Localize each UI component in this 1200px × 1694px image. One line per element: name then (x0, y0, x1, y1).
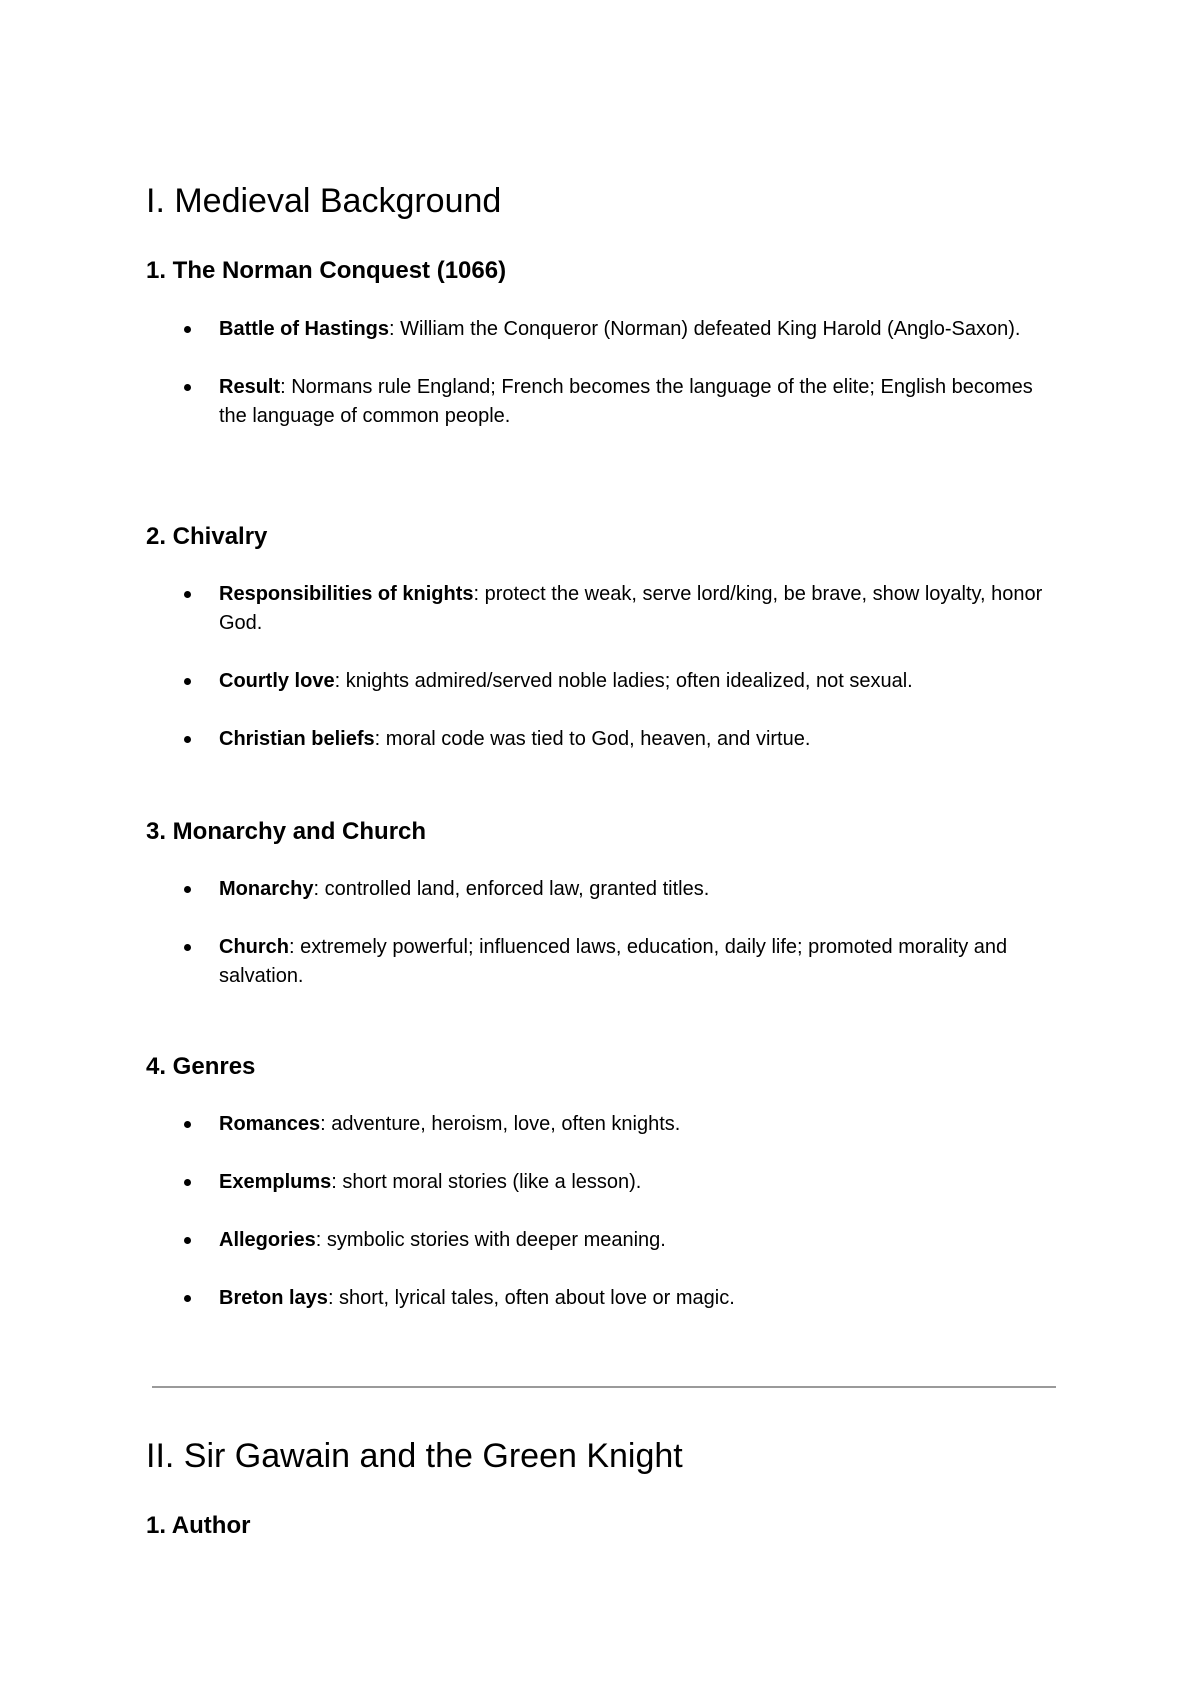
item-text: : moral code was tied to God, heaven, and virtue. (374, 728, 811, 750)
list-item (146, 580, 1056, 638)
item-text: : adventure, heroism, love, often knights. (320, 1113, 681, 1135)
bullet-icon (184, 1237, 191, 1244)
heading-chivalry: 2. Chivalry (146, 523, 268, 550)
list-item (146, 1110, 1056, 1139)
list-monarchy-church (146, 875, 1056, 991)
bullet-icon (184, 591, 191, 598)
list-item (146, 667, 1056, 696)
list-genres (146, 1110, 1056, 1313)
item-text: : extremely powerful; influenced laws, education, daily life; promoted morality and salvation. (219, 936, 1008, 987)
bullet-icon (184, 736, 191, 743)
item-term: Result (219, 376, 281, 398)
heading-norman-conquest: 1. The Norman Conquest (1066) (146, 257, 507, 284)
list-item (146, 725, 1056, 754)
bullet-icon (184, 1179, 191, 1186)
bullet-icon (184, 1295, 191, 1302)
item-text: : controlled land, enforced law, granted titles. (313, 878, 710, 900)
list-item (146, 933, 1056, 991)
item-text: : William the Conqueror (Norman) defeated King Harold (Anglo-Saxon). (389, 318, 1021, 340)
item-term: Battle of Hastings (219, 318, 390, 340)
item-term: Responsibilities of knights (219, 583, 474, 605)
bullet-icon (184, 384, 191, 391)
list-norman-conquest (146, 315, 1056, 431)
heading-genres: 4. Genres (146, 1053, 256, 1080)
section-title-medieval-background: I. Medieval Background (146, 182, 502, 220)
list-item (146, 1226, 1056, 1255)
list-chivalry (146, 580, 1056, 754)
bullet-icon (184, 944, 191, 951)
heading-monarchy-church: 3. Monarchy and Church (146, 818, 427, 845)
item-text: : knights admired/served noble ladies; often idealized, not sexual. (334, 670, 913, 692)
item-text: : short moral stories (like a lesson). (331, 1171, 642, 1193)
bullet-icon (184, 326, 191, 333)
horizontal-divider (152, 1386, 1056, 1388)
item-text: : short, lyrical tales, often about love or magic. (327, 1287, 735, 1309)
list-item (146, 875, 1056, 904)
item-text: : protect the weak, serve lord/king, be brave, show loyalty, honor God. (219, 583, 1043, 634)
bullet-icon (184, 886, 191, 893)
section-title-sir-gawain: II. Sir Gawain and the Green Knight (146, 1437, 683, 1475)
item-text: : symbolic stories with deeper meaning. (315, 1229, 666, 1251)
item-term: Courtly love (219, 670, 335, 692)
item-text: : Normans rule England; French becomes the language of the elite; English becomes the language of common people. (219, 376, 1033, 427)
list-item (146, 315, 1056, 344)
item-term: Breton lays (219, 1287, 328, 1309)
item-term: Romances (219, 1113, 321, 1135)
bullet-icon (184, 1121, 191, 1128)
item-term: Church (219, 936, 289, 958)
item-term: Christian beliefs (219, 728, 375, 750)
heading-author: 1. Author (146, 1512, 251, 1539)
item-term: Exemplums (219, 1171, 332, 1193)
item-term: Monarchy (219, 878, 314, 900)
item-term: Allegories (219, 1229, 316, 1251)
list-item (146, 373, 1056, 431)
list-item (146, 1284, 1056, 1313)
bullet-icon (184, 678, 191, 685)
list-item (146, 1168, 1056, 1197)
